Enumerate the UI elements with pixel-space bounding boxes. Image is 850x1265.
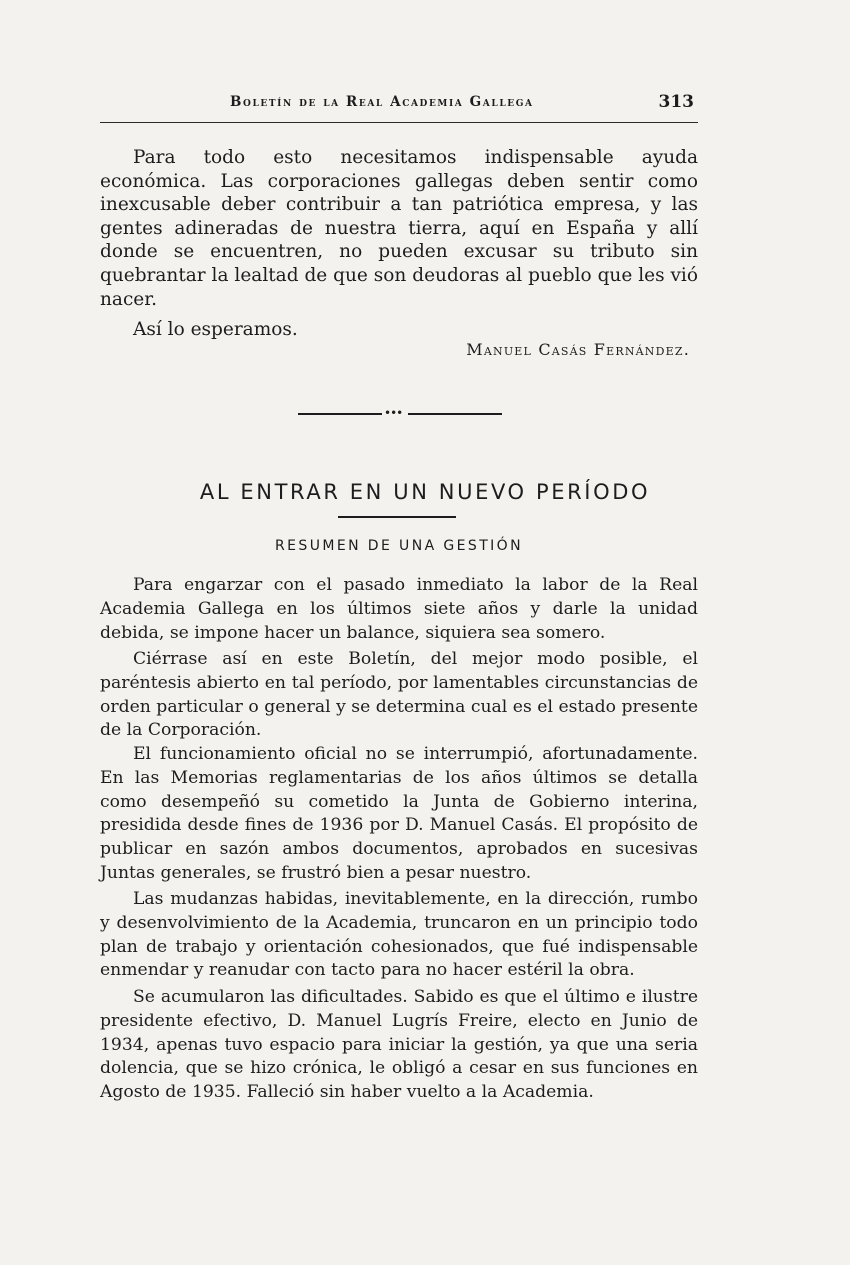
running-header	[100, 92, 698, 123]
signature: Manuel Casás Fernández.	[466, 340, 690, 359]
paragraph-7: Se acumularon las dificultades. Sabido es que el último e ilustre presidente efectivo, D. Manuel Lugrís Freire, electo en Junio de 1934, apenas tuvo espacio para iniciar la gestión, ya que una seria dolencia, que se hizo crónica, le obligó a cesar en sus funciones en Agosto de 1935. Falleció sin haber vuelto a la Academia.	[100, 987, 698, 1103]
article-title: AL ENTRAR EN UN NUEVO PERÍODO	[199, 480, 651, 504]
paragraph-4: Ciérrase así en este Boletín, del mejor modo posible, el paréntesis abierto en tal período, por lamentables circunstancias de orden particular o general y se determina cual es el estado presente de la Corporación.	[100, 649, 698, 741]
title-rule	[338, 516, 456, 518]
paragraph-6: Las mudanzas habidas, inevitablemente, en la dirección, rumbo y desenvolvimiento de la Academia, truncaron en un principio todo plan de trabajo y orientación cohesionados, que fué indispensable enmendar y reanudar con tacto para no hacer estéril la obra.	[100, 889, 698, 981]
paragraph-1: Para todo esto necesitamos indispensable ayuda económica. Las corporaciones gallegas deben sentir como inexcusable deber contribuir a tan patriótica empresa, y las gentes adineradas de nuestra tierra, aquí en España y allí donde se encuentren, no pueden excusar su tributo sin quebrantar la lealtad de que son deudoras al pueblo que les vió nacer.	[100, 147, 698, 310]
article-subtitle: RESUMEN DE UNA GESTIÓN	[275, 538, 523, 554]
paragraph-2: Así lo esperamos.	[133, 319, 298, 340]
paragraph-3: Para engarzar con el pasado inmediato la labor de la Real Academia Gallega en los últimos siete años y darle la unidad debida, se impone hacer un balance, siquiera sea somero.	[100, 575, 698, 643]
page-number: 313	[658, 92, 694, 112]
section-divider-ornament: •••	[298, 408, 502, 420]
running-title: Boletín de la Real Academia Gallega	[230, 94, 534, 110]
paragraph-5: El funcionamiento oficial no se interrumpió, afortunadamente. En las Memorias reglamentarias de los años últimos se detalla como desempeñó su cometido la Junta de Gobierno interina, presidida desde fines de 1936 por D. Manuel Casás. El propósito de publicar en sazón ambos documentos, aprobados en sucesivas Juntas generales, se frustró bien a pesar nuestro.	[100, 744, 698, 883]
